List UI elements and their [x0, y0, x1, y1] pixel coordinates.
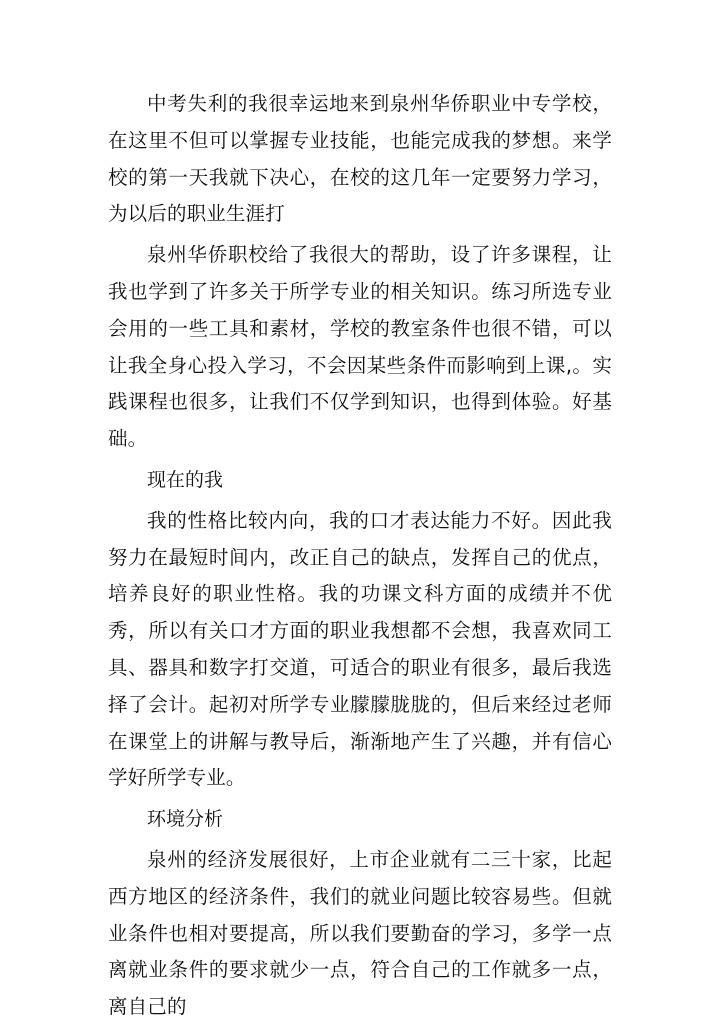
section-heading-environment: 环境分析	[147, 808, 224, 831]
paragraph-school-help: 泉州华侨职校给了我很大的帮助，设了许多课程，让我也学到了许多关于所学专业的相关知识。练习所选专业会用的一些工具和素材，学校的教室条件也很不错，可以让我全身心投入学习，不会因某些条件而影响到上课,。实践课程也很多，让我们不仅学到知识，也得到体验。好基础。	[108, 243, 612, 451]
paragraph-environment: 泉州的经济发展很好，上市企业就有二三十家，比起西方地区的经济条件，我们的就业问题比较容易些。但就业条件也相对要提高，所以我们要勤奋的学习，多学一点离就业条件的要求就少一点，符合自己的工作就多一点，离自己的	[108, 847, 612, 1019]
document-page	[108, 86, 612, 1030]
paragraph-school-intro: 中考失利的我很幸运地来到泉州华侨职业中专学校，在这里不但可以掌握专业技能，也能完成我的梦想。来学校的第一天我就下决心，在校的这几年一定要努力学习，为以后的职业生涯打	[108, 92, 612, 226]
section-heading-current-self: 现在的我	[147, 468, 224, 491]
paragraph-personality: 我的性格比较内向，我的口才表达能力不好。因此我努力在最短时间内，改正自己的缺点，发挥自己的优点，培养良好的职业性格。我的功课文科方面的成绩并不优秀，所以有关口才方面的职业我想都不会想，我喜欢同工具、器具和数字打交道，可适合的职业有很多，最后我选择了会计。起初对所学专业朦朦胧胧的，但后来经过老师在课堂上的讲解与教导后，渐渐地产生了兴趣，并有信心学好所学专业。	[108, 508, 612, 790]
